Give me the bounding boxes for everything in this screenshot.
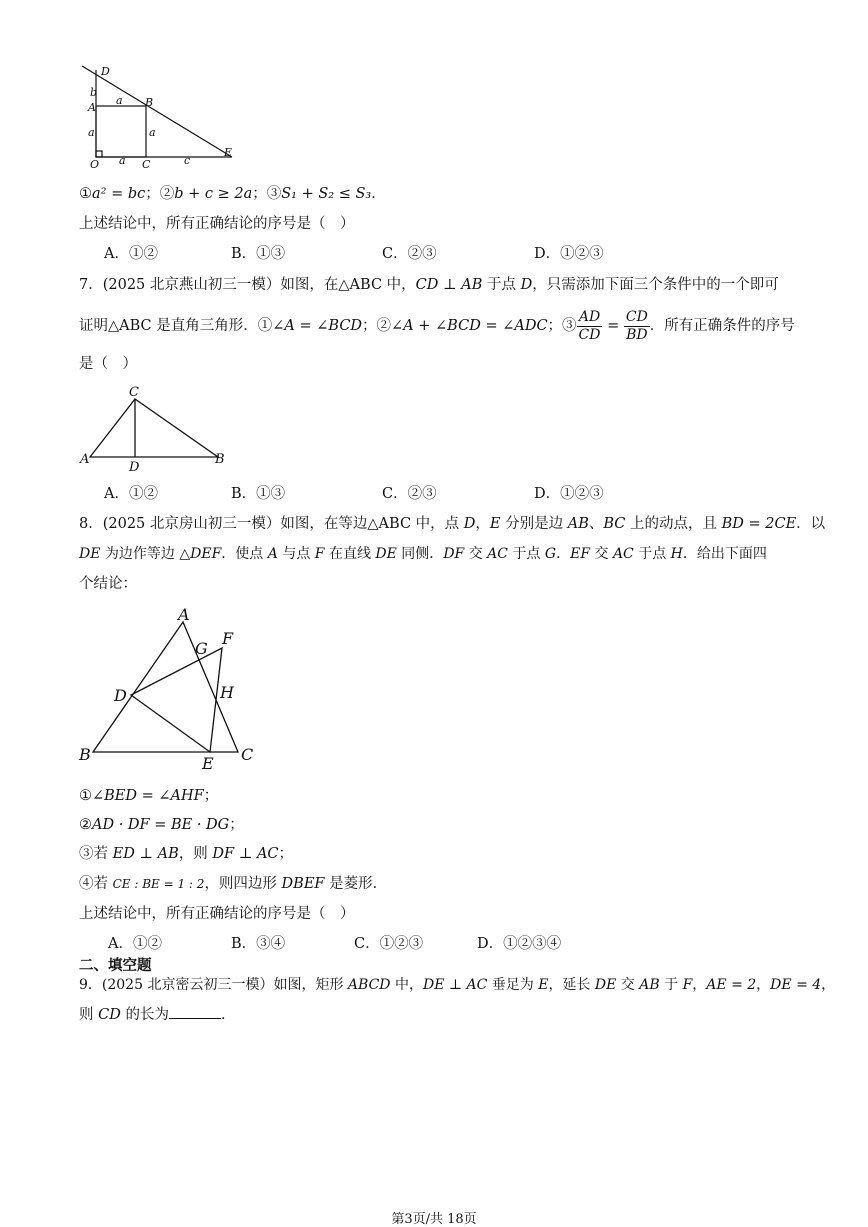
label-a-top: a bbox=[116, 94, 123, 107]
label-c: c bbox=[184, 154, 191, 167]
q9-line1 bbox=[79, 975, 835, 995]
q7-text: 7．(2025 北京燕山初三一模）如图，在△ABC 中， bbox=[79, 277, 416, 293]
q8-math: ∠BED = ∠AHF bbox=[92, 788, 204, 804]
fraction-ad-cd bbox=[577, 309, 603, 344]
q7-text: ，只需添加下面三个条件中的一个即可 bbox=[532, 277, 779, 293]
q8-math: BD = 2CE bbox=[721, 516, 797, 532]
q8-math: A bbox=[267, 546, 278, 562]
q8-math: D bbox=[463, 516, 476, 532]
q7-math: ∠A + ∠BCD = ∠ADC bbox=[391, 318, 548, 334]
label-B: B bbox=[145, 96, 154, 109]
section-title: 二、填空题 bbox=[79, 958, 152, 974]
q9-text: 则 bbox=[79, 1007, 99, 1023]
q9-math: AE = 2 bbox=[706, 977, 757, 993]
frac-num: AD bbox=[577, 309, 603, 327]
q7-text: ；③ bbox=[547, 318, 577, 334]
q7-text: ；② bbox=[362, 318, 392, 334]
q8-text: ．以 bbox=[796, 516, 826, 532]
label-b: b bbox=[90, 86, 98, 99]
q9-text: 中， bbox=[390, 977, 423, 993]
q9-text: ， bbox=[756, 977, 771, 993]
q8-text: 上的动点，且 bbox=[625, 516, 722, 532]
q7-text: 于点 bbox=[482, 277, 521, 293]
q8-text: ① bbox=[79, 788, 92, 804]
q8-text: ④若 bbox=[79, 876, 113, 892]
q8-math: DF bbox=[443, 546, 465, 562]
q8-option-a[interactable]: A．①② bbox=[108, 936, 162, 952]
figure-q7 bbox=[78, 382, 238, 474]
q9-text: ， bbox=[692, 977, 707, 993]
q9-math: DE bbox=[594, 977, 617, 993]
q8-text: ．给出下面四 bbox=[682, 546, 767, 562]
label-B: B bbox=[215, 452, 225, 467]
q7-math: ∠A = ∠BCD bbox=[272, 318, 363, 334]
q8-text: 于点 bbox=[633, 546, 671, 562]
q6-option-b[interactable]: B．①③ bbox=[231, 246, 286, 262]
q6-c2-prefix: ；② bbox=[145, 186, 175, 202]
q6-c1-math: a² = bc bbox=[92, 186, 146, 202]
label-A: A bbox=[80, 452, 90, 467]
q9-math: DE = 4 bbox=[770, 977, 822, 993]
q8-text: 分别是边 bbox=[500, 516, 568, 532]
q8-math: DE bbox=[79, 546, 101, 562]
q8-math: EF bbox=[570, 546, 591, 562]
q8-text: ③若 bbox=[79, 846, 113, 862]
q6-option-c[interactable]: C．②③ bbox=[382, 246, 437, 262]
label-F: F bbox=[222, 629, 234, 648]
q8-text: ．使点 bbox=[221, 546, 268, 562]
q8-text: 、 bbox=[588, 516, 604, 532]
q8-line3: 个结论： bbox=[79, 576, 137, 592]
label-C: C bbox=[129, 385, 139, 400]
q8-math: CE : BE = 1 : 2 bbox=[112, 877, 205, 891]
q9-text: 于 bbox=[659, 977, 683, 993]
q7-text: ．所有正确条件的序号 bbox=[649, 318, 795, 334]
answer-blank[interactable] bbox=[169, 1004, 221, 1019]
q8-math: G bbox=[544, 546, 557, 562]
label-E: E bbox=[224, 146, 233, 159]
q9-math: CD bbox=[98, 1007, 121, 1023]
q8-text: ； bbox=[229, 817, 244, 833]
q6-c3-suffix: ． bbox=[371, 186, 386, 202]
q8-math: ED ⊥ AB bbox=[112, 846, 179, 862]
label-C: C bbox=[241, 745, 254, 764]
q8-option-b[interactable]: B．③④ bbox=[231, 936, 286, 952]
q9-text: 的长为 bbox=[120, 1007, 169, 1023]
q8-text: 8．(2025 北京房山初三一模）如图，在等边△ABC 中，点 bbox=[79, 516, 464, 532]
q8-text: ，则 bbox=[178, 846, 213, 862]
q8-math: AC bbox=[612, 546, 634, 562]
q6-c3-prefix: ；③ bbox=[252, 186, 282, 202]
label-A: A bbox=[88, 101, 96, 114]
q8-math: AC bbox=[487, 546, 508, 562]
frac-den: BD bbox=[626, 326, 648, 343]
q8-conclusion-3 bbox=[79, 844, 293, 864]
frac-num: CD bbox=[625, 308, 648, 325]
q6-c2-math: b + c ≥ 2a bbox=[174, 186, 253, 202]
q7-text: 证明△ABC 是直角三角形．① bbox=[79, 318, 273, 334]
q8-conclusion-2 bbox=[79, 815, 244, 835]
label-B: B bbox=[79, 745, 91, 764]
q7-option-d[interactable]: D．①②③ bbox=[534, 486, 604, 502]
q8-math: F bbox=[314, 546, 325, 562]
q8-conclusion-1 bbox=[79, 786, 218, 806]
q6-options bbox=[104, 244, 724, 264]
q7-line1 bbox=[79, 275, 779, 295]
q8-text: 是菱形． bbox=[324, 876, 388, 892]
q7-line3: 是（ ） bbox=[79, 356, 137, 372]
q9-text: ， bbox=[821, 977, 836, 993]
label-D: D bbox=[101, 65, 110, 78]
fraction-cd-bd bbox=[624, 309, 650, 344]
q6-option-a[interactable]: A．①② bbox=[104, 246, 158, 262]
q8-text: 于点 bbox=[508, 546, 545, 562]
q8-text: 在直线 bbox=[324, 546, 376, 562]
figure-q6 bbox=[76, 60, 246, 172]
q8-text: 为边作等边 bbox=[100, 546, 180, 562]
q9-math: F bbox=[682, 977, 693, 993]
label-C: C bbox=[142, 158, 151, 171]
page-footer: 第3页/共 18页 bbox=[391, 1212, 477, 1227]
q8-math: DF ⊥ AC bbox=[212, 846, 279, 862]
q7-math: D bbox=[520, 277, 533, 293]
q8-text: ， bbox=[475, 516, 490, 532]
q9-math: E bbox=[538, 977, 549, 993]
q8-math: BC bbox=[603, 516, 626, 532]
q8-ask: 上述结论中，所有正确结论的序号是（ ） bbox=[79, 906, 355, 922]
q9-text: 垂足为 bbox=[487, 977, 539, 993]
q8-text: ，则四边形 bbox=[204, 876, 282, 892]
q7-math: CD ⊥ AB bbox=[415, 277, 483, 293]
q6-ask: 上述结论中，所有正确结论的序号是（ ） bbox=[79, 216, 355, 232]
equals-sign: = bbox=[607, 318, 620, 334]
q6-option-d[interactable]: D．①②③ bbox=[534, 246, 604, 262]
q8-text: 与点 bbox=[277, 546, 315, 562]
q8-math: H bbox=[670, 546, 683, 562]
q8-text: ； bbox=[203, 788, 219, 804]
q9-text: ，延长 bbox=[548, 977, 595, 993]
q8-math: AD · DF = BE · DG bbox=[92, 817, 230, 833]
q6-c3-math: S₁ + S₂ ≤ S₃ bbox=[281, 186, 372, 202]
q8-text: ． bbox=[556, 546, 571, 562]
label-D: D bbox=[129, 460, 140, 474]
label-G: G bbox=[195, 639, 208, 658]
q8-options bbox=[108, 934, 628, 954]
q8-math: DBEF bbox=[281, 876, 325, 892]
q8-line2 bbox=[79, 544, 767, 564]
q9-math: AB bbox=[639, 977, 660, 993]
q8-math: E bbox=[489, 516, 501, 532]
label-O: O bbox=[90, 158, 100, 171]
q7-option-b[interactable]: B．①③ bbox=[231, 486, 286, 502]
q6-conclusions bbox=[79, 184, 386, 204]
q9-math: DE ⊥ AC bbox=[422, 977, 488, 993]
q7-option-c[interactable]: C．②③ bbox=[382, 486, 437, 502]
figure-q8 bbox=[76, 602, 266, 772]
q9-text: 交 bbox=[616, 977, 640, 993]
q8-text: ； bbox=[278, 846, 294, 862]
q9-line2 bbox=[79, 1004, 235, 1025]
q8-conclusion-4 bbox=[79, 874, 387, 894]
q9-text: 9．(2025 北京密云初三一模）如图，矩形 bbox=[79, 977, 348, 993]
q8-option-c[interactable]: C．①②③ bbox=[354, 936, 424, 952]
q8-math: DE bbox=[375, 546, 397, 562]
label-D: D bbox=[114, 686, 127, 705]
q8-text: ② bbox=[79, 817, 92, 833]
q8-math: △DEF bbox=[179, 546, 222, 562]
q6-c1-prefix: ① bbox=[79, 186, 92, 202]
q9-text: ． bbox=[220, 1007, 236, 1023]
label-a-bottom: a bbox=[119, 154, 126, 167]
label-H: H bbox=[220, 683, 234, 702]
q8-line1 bbox=[79, 514, 825, 534]
q8-math: AB bbox=[567, 516, 589, 532]
q8-text: 交 bbox=[464, 546, 488, 562]
label-E: E bbox=[202, 754, 214, 772]
q9-math: ABCD bbox=[347, 977, 391, 993]
label-a-right: a bbox=[149, 126, 156, 139]
q8-text: 交 bbox=[590, 546, 613, 562]
q7-options bbox=[104, 484, 724, 504]
label-A: A bbox=[178, 605, 190, 624]
frac-den: CD bbox=[578, 326, 601, 343]
q7-option-a[interactable]: A．①② bbox=[104, 486, 158, 502]
label-a-left: a bbox=[88, 126, 95, 139]
q8-option-d[interactable]: D．①②③④ bbox=[477, 936, 562, 952]
q8-text: 同侧． bbox=[396, 546, 444, 562]
q7-line2 bbox=[79, 306, 795, 346]
